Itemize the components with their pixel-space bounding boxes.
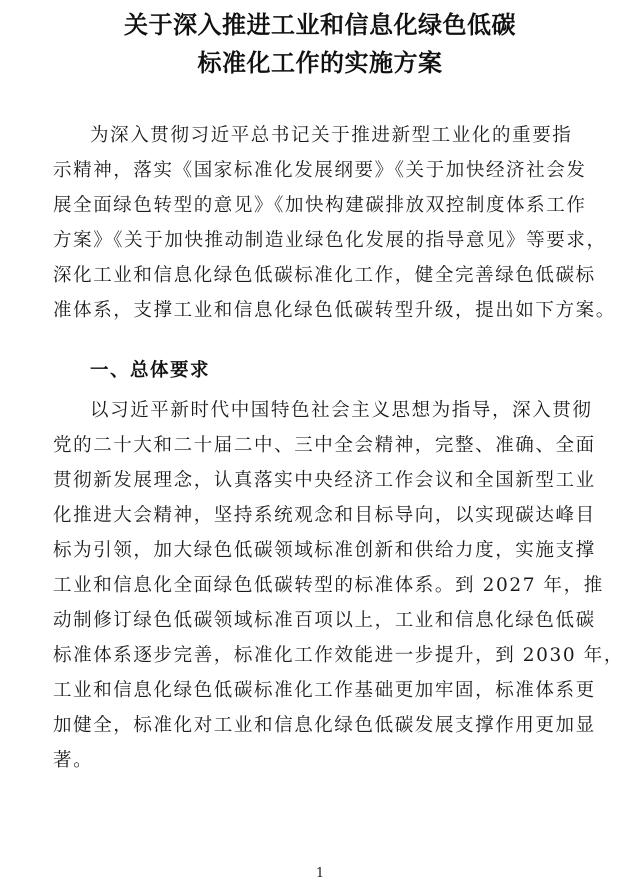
paragraph-line: 贯彻新发展理念，认真落实中央经济工作会议和全国新型工业 — [53, 470, 596, 491]
page-number: 1 — [315, 866, 325, 881]
paragraph-line: 标准体系逐步完善，标准化工作效能进一步提升，到 2030 年， — [53, 645, 624, 666]
general-requirements-paragraph — [53, 393, 624, 778]
paragraph-line: 工业和信息化全面绿色低碳转型的标准体系。到 2027 年，推 — [53, 575, 604, 596]
document-title-line-1: 关于深入推进工业和信息化绿色低碳 — [124, 10, 516, 39]
paragraph-line: 准体系，支撑工业和信息化绿色低碳转型升级，提出如下方案。 — [53, 300, 616, 321]
paragraph-line: 方案》《关于加快推动制造业绿色化发展的指导意见》等要求， — [53, 230, 607, 251]
section-heading: 一、总体要求 — [90, 360, 211, 381]
paragraph-line: 加健全，标准化对工业和信息化绿色低碳发展支撑作用更加显 — [53, 715, 596, 736]
paragraph-line: 为深入贯彻习近平总书记关于推进新型工业化的重要指 — [90, 125, 573, 146]
intro-paragraph — [53, 118, 616, 328]
paragraph-line: 著。 — [53, 750, 94, 771]
paragraph-line: 动制修订绿色低碳领域标准百项以上，工业和信息化绿色低碳 — [53, 610, 596, 631]
paragraph-line: 展全面绿色转型的意见》《加快构建碳排放双控制度体系工作 — [53, 195, 587, 216]
paragraph-line: 标为引领，加大绿色低碳领域标准创新和供给力度，实施支撑 — [53, 540, 596, 561]
paragraph-line: 以习近平新时代中国特色社会主义思想为指导，深入贯彻 — [90, 400, 593, 421]
paragraph-line: 深化工业和信息化绿色低碳标准化工作，健全完善绿色低碳标 — [53, 265, 596, 286]
paragraph-line: 化推进大会精神，坚持系统观念和目标导向，以实现碳达峰目 — [53, 505, 596, 526]
paragraph-line: 工业和信息化绿色低碳标准化工作基础更加牢固，标准体系更 — [53, 680, 596, 701]
paragraph-line: 示精神，落实《国家标准化发展纲要》《关于加快经济社会发 — [53, 160, 587, 181]
paragraph-line: 党的二十大和二十届二中、三中全会精神，完整、准确、全面 — [53, 435, 596, 456]
document-title-line-2: 标准化工作的实施方案 — [197, 48, 443, 77]
